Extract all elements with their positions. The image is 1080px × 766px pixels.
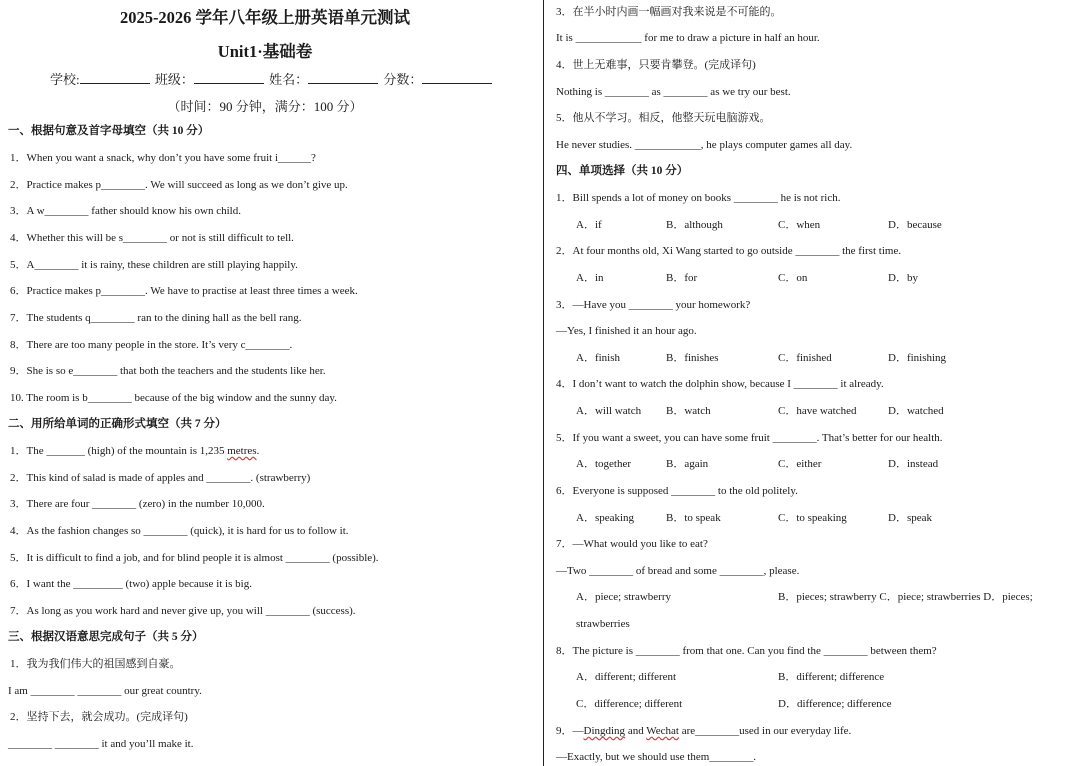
question-line: 2．坚持下去，就会成功。(完成译句) [10,711,188,723]
question-line: Nothing is ________ as ________ as we try our best. [556,86,791,98]
option-c[interactable]: C．to speaking [778,512,847,524]
question-line: 5．他从不学习。相反，他整天玩电脑游戏。 [556,112,771,124]
option-d[interactable]: D．finishing [888,352,947,364]
question-line: 2．Practice makes p________. We will succeed as long as we don’t give up. [10,179,348,191]
question-line [556,724,851,738]
option-b[interactable]: B．different; difference [778,671,885,683]
option-c[interactable]: C．have watched [778,405,857,417]
question-line: It is ____________ for me to draw a picture in half an hour. [556,32,820,44]
score-blank[interactable] [422,71,492,84]
class-label: 班级： [154,72,194,87]
question-text: and [625,725,647,737]
section-heading-1: 一、根据句意及首字母填空（共 10 分） [8,125,210,137]
time-limit: （时间：90 分钟，满分：100 分） [167,99,363,114]
question-text: are________used in our everyday life. [678,725,852,737]
score-label: 分数： [383,72,423,87]
option-a[interactable]: A．together [576,458,631,470]
section-heading-2: 二、用所给单词的正确形式填空（共 7 分） [8,418,227,430]
option-b[interactable]: B．to speak [666,512,721,524]
question-line: 6．Practice makes p________. We have to practise at least three times a week. [10,285,358,297]
page-title: 2025-2026 学年八年级上册英语单元测试 [119,8,411,27]
option-a[interactable]: A．different; different [576,671,677,683]
column-divider [543,0,544,766]
option-a[interactable]: A．if [576,219,602,231]
question-line: —Two ________ of bread and some ________, please. [556,565,800,577]
question-line: 6．Everyone is supposed ________ to the old politely. [556,485,798,497]
question-line: 8．There are too many people in the store. It’s very c________. [10,339,293,351]
question-line: 5．If you want a sweet, you can have some fruit ________. That’s better for our health. [556,432,943,444]
question-line: 3．A w________ father should know his own child. [10,205,241,217]
question-line: 5．It is difficult to find a job, and for blind people it is almost ________ (possible). [10,552,379,564]
question-line: 5．A________ it is rainy, these children are still playing happily. [10,259,298,271]
option-bcd[interactable]: B．pieces; strawberry C．piece; strawberries D．pieces; [778,591,1033,603]
spellcheck-word: Dingding [583,725,626,737]
option-c[interactable]: C．when [778,219,821,231]
option-d[interactable]: D．difference; difference [778,698,892,710]
question-line [10,444,259,458]
name-label: 姓名： [269,72,309,87]
section-heading-3: 三、根据汉语意思完成句子（共 5 分） [8,631,204,643]
option-c[interactable]: C．finished [778,352,832,364]
option-d[interactable]: D．because [888,219,942,231]
school-blank[interactable] [80,71,150,84]
spellcheck-word: Wechat [646,725,679,737]
question-line: 7．The students q________ ran to the dining hall as the bell rang. [10,312,302,324]
question-line: ________ ________ it and you’ll make it. [8,738,194,750]
option-d[interactable]: D．by [888,272,918,284]
question-line: 1．Bill spends a lot of money on books ________ he is not rich. [556,192,841,204]
question-text: 1．The _______ (high) of the mountain is 1,235 [10,445,228,457]
option-b[interactable]: B．although [666,219,723,231]
question-line: 8．The picture is ________ from that one. Can you find the ________ between them? [556,645,937,657]
option-a[interactable]: A．finish [576,352,620,364]
school-label: 学校: [50,72,80,87]
option-a[interactable]: A．speaking [576,512,635,524]
question-text: 9．— [556,725,584,737]
question-line: —Exactly, but we should use them________. [556,751,757,763]
question-line: 1．我为我们伟大的祖国感到自豪。 [10,658,181,670]
option-b[interactable]: B．finishes [666,352,719,364]
name-blank[interactable] [308,71,378,84]
question-line: —Yes, I finished it an hour ago. [556,325,697,337]
question-line: 2．This kind of salad is made of apples and ________. (strawberry) [10,472,311,484]
question-line: 3．—Have you ________ your homework? [556,299,751,311]
option-c[interactable]: C．either [778,458,822,470]
spellcheck-word: metres [227,445,257,457]
question-text: . [256,445,260,457]
question-line: 7．As long as you work hard and never give up, you will ________ (success). [10,605,356,617]
option-b[interactable]: B．for [666,272,698,284]
question-line: 1．When you want a snack, why don’t you have some fruit i______? [10,152,316,164]
class-blank[interactable] [194,71,264,84]
option-b[interactable]: B．watch [666,405,711,417]
question-line: I am ________ ________ our great country. [8,685,202,697]
option-d[interactable]: D．speak [888,512,932,524]
question-line: 4．Whether this will be s________ or not is still difficult to tell. [10,232,294,244]
question-line: 4．As the fashion changes so ________ (quick), it is hard for us to follow it. [10,525,349,537]
question-line: 9．She is so e________ that both the teachers and the students like her. [10,365,326,377]
option-d[interactable]: D．instead [888,458,939,470]
page-subtitle: Unit1·基础卷 [217,42,313,61]
question-line: 3．There are four ________ (zero) in the number 10,000. [10,498,265,510]
option-a[interactable]: A．piece; strawberry [576,591,671,603]
option-b[interactable]: B．again [666,458,709,470]
question-line: 2．At four months old, Xi Wang started to go outside ________ the first time. [556,245,902,257]
question-line: 7．—What would you like to eat? [556,538,708,550]
option-wrap: strawberries [576,618,630,630]
option-c[interactable]: C．on [778,272,808,284]
question-line: He never studies. ____________, he plays computer games all day. [556,139,853,151]
section-heading-4: 四、单项选择（共 10 分） [556,165,689,177]
question-line: 6．I want the _________ (two) apple because it is big. [10,578,252,590]
left-column [0,0,530,766]
question-line: 10. The room is b________ because of the big window and the sunny day. [10,392,337,404]
question-line: 4．I don’t want to watch the dolphin show, because I ________ it already. [556,378,884,390]
right-column [546,0,1080,766]
option-d[interactable]: D．watched [888,405,944,417]
question-line: 4．世上无难事，只要肯攀登。(完成译句) [556,59,756,71]
student-info-row [50,69,494,88]
option-a[interactable]: A．in [576,272,604,284]
option-a[interactable]: A．will watch [576,405,642,417]
question-line: 3．在半小时内画一幅画对我来说是不可能的。 [556,6,782,18]
option-c[interactable]: C．difference; different [576,698,683,710]
